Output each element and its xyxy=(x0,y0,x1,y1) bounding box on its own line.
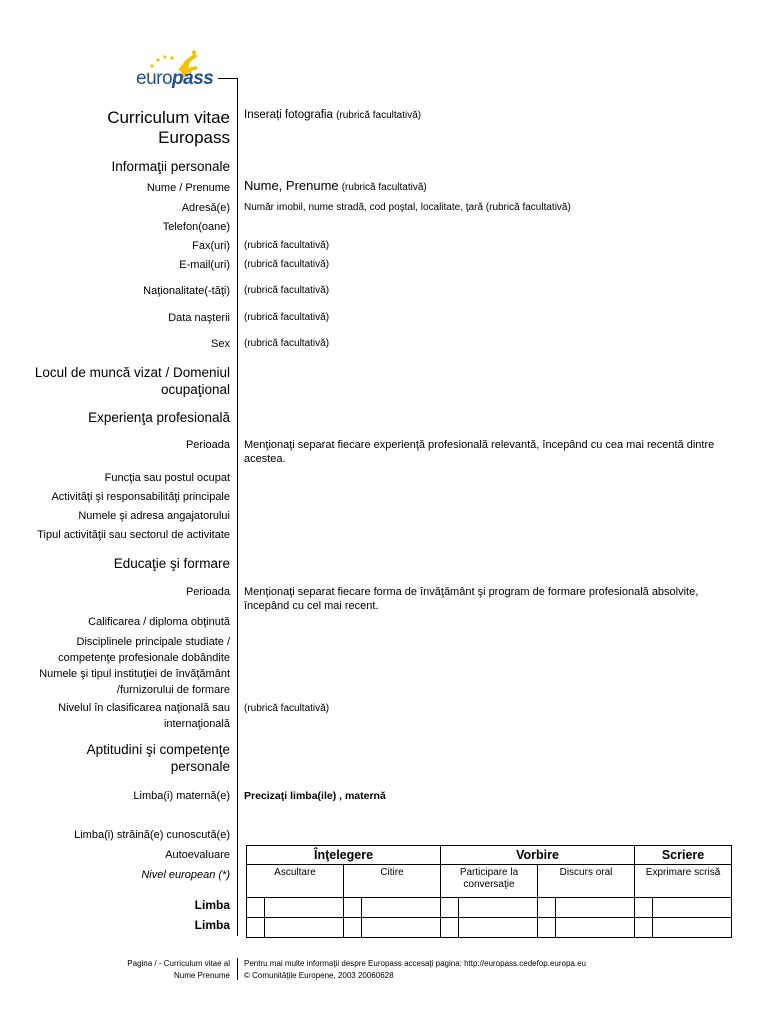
label-european-level: Nivel european (*) xyxy=(141,869,230,881)
footer-left-line2: Nume Prenume xyxy=(173,971,230,980)
section-personal-info: Informaţii personale xyxy=(111,159,230,174)
language-assessment-table xyxy=(246,845,732,938)
label-qualification: Calificarea / diploma obţinută xyxy=(88,616,230,628)
cv-title xyxy=(107,108,230,148)
experience-period-line1: Menţionaţi separat fiecare experienţă profesională relevantă, începând cu cea mai recentă dintre xyxy=(244,439,715,451)
value-email: (rubrică facultativă) xyxy=(244,259,330,270)
table-cell xyxy=(247,918,265,938)
table-row xyxy=(247,898,732,918)
classification-line2: internaţională xyxy=(163,718,230,730)
label-activity-sector: Tipul activităţii sau sectorul de activitate xyxy=(37,529,230,541)
label-nationality: Naţionalitate(-tăţi) xyxy=(143,285,230,297)
label-institution xyxy=(39,666,230,698)
photo-note xyxy=(244,108,421,123)
value-experience-period xyxy=(244,438,714,466)
table-cell xyxy=(362,898,441,918)
label-classification xyxy=(58,700,230,732)
table-cell xyxy=(653,898,732,918)
table-cell xyxy=(459,898,538,918)
label-disciplines xyxy=(58,634,230,666)
value-classification: (rubrică facultativă) xyxy=(244,703,330,714)
label-activities: Activităţi şi responsabilităţi principale xyxy=(51,491,230,503)
value-name-main: Nume, Prenume xyxy=(244,178,339,193)
value-birth-date: (rubrică facultativă) xyxy=(244,312,330,323)
table-row xyxy=(247,918,732,938)
sub-listening: Ascultare xyxy=(247,865,344,898)
table-cell xyxy=(247,898,265,918)
footer-left-line1: Pagina / - Curriculum vitae al xyxy=(127,959,230,968)
table-cell xyxy=(538,898,556,918)
label-language-row-2: Limba xyxy=(194,918,230,932)
table-cell xyxy=(344,898,362,918)
cv-title-line1: Curriculum vitae xyxy=(107,108,230,127)
classification-line1: Nivelul în clasificarea naţională sau xyxy=(58,702,230,714)
table-cell xyxy=(265,898,344,918)
label-job-title: Funcţia sau postul ocupat xyxy=(104,472,230,484)
disciplines-line1: Disciplinele principale studiate / xyxy=(76,636,230,648)
footer-right-line2: © Comunităţile Europene, 2003 20060628 xyxy=(244,971,394,980)
group-speaking: Vorbire xyxy=(441,846,635,865)
label-birth-date: Data naşterii xyxy=(168,312,230,324)
value-sex: (rubrică facultativă) xyxy=(244,338,330,349)
table-cell xyxy=(459,918,538,938)
table-group-header xyxy=(247,846,732,865)
value-address: Număr imobil, nume stradă, cod poştal, localitate, ţară (rubrică facultativă) xyxy=(244,202,571,213)
label-language-row-1: Limba xyxy=(194,898,230,912)
value-fax: (rubrică facultativă) xyxy=(244,240,330,251)
table-subheader xyxy=(247,865,732,898)
job-target-line1: Locul de muncă vizat / Domeniul xyxy=(34,365,230,380)
europass-logo xyxy=(134,50,226,94)
table-cell xyxy=(265,918,344,938)
table-cell xyxy=(635,918,653,938)
label-experience-period: Perioada xyxy=(185,439,230,451)
table-cell xyxy=(344,918,362,938)
education-period-line2: începând cu cel mai recent. xyxy=(244,600,379,612)
value-name-note: (rubrică facultativă) xyxy=(341,182,427,193)
photo-note-text: Inserați fotografia xyxy=(244,109,333,121)
section-education: Educaţie şi formare xyxy=(113,556,230,571)
table-cell xyxy=(635,898,653,918)
sub-interaction: Participare la conversaţie xyxy=(441,865,538,898)
label-name: Nume / Prenume xyxy=(146,182,230,194)
table-cell xyxy=(441,898,459,918)
table-cell xyxy=(538,918,556,938)
label-self-assessment: Autoevaluare xyxy=(165,849,230,861)
logo-text-pass: pass xyxy=(172,68,214,89)
footer-right xyxy=(244,958,586,982)
cv-title-line2: Europass xyxy=(158,128,230,147)
label-employer: Numele şi adresa angajatorului xyxy=(78,510,230,522)
logo-text-euro: euro xyxy=(136,68,173,89)
header-rule xyxy=(218,78,238,79)
label-education-period: Perioada xyxy=(185,586,230,598)
column-divider xyxy=(237,78,238,936)
value-name xyxy=(244,179,427,195)
label-address: Adresă(e) xyxy=(181,202,230,214)
table-cell xyxy=(362,918,441,938)
skills-line1: Aptitudini şi competenţe xyxy=(86,742,230,757)
table-cell xyxy=(556,918,635,938)
footer-right-line1: Pentru mai multe informaţii despre Europass accesaţi pagina: http://europass.cedefop.europa.eu xyxy=(244,959,586,968)
group-writing: Scriere xyxy=(635,846,732,865)
label-mother-tongue: Limba(i) maternă(e) xyxy=(133,790,230,802)
experience-period-line2: acestea. xyxy=(244,453,286,465)
table-cell xyxy=(556,898,635,918)
section-experience: Experienţa profesională xyxy=(88,410,230,425)
sub-reading: Citire xyxy=(344,865,441,898)
label-foreign-languages: Limba(i) străină(e) cunoscută(e) xyxy=(74,829,230,841)
institution-line1: Numele şi tipul instituţiei de învăţământ xyxy=(39,668,230,680)
institution-line2: /furnizorului de formare xyxy=(116,684,230,696)
photo-note-optional: (rubrică facultativă) xyxy=(336,110,422,121)
footer-left xyxy=(127,958,230,982)
section-job-target xyxy=(35,364,230,398)
footer-divider xyxy=(237,958,238,980)
value-nationality: (rubrică facultativă) xyxy=(244,285,330,296)
label-phone: Telefon(oane) xyxy=(162,221,230,233)
table-cell xyxy=(653,918,732,938)
value-education-period xyxy=(244,585,698,613)
disciplines-line2: competenţe profesionale dobândite xyxy=(58,652,230,664)
label-sex: Sex xyxy=(211,338,230,350)
sub-writing: Exprimare scrisă xyxy=(635,865,732,898)
job-target-line2: ocupaţional xyxy=(160,382,230,397)
label-fax: Fax(uri) xyxy=(192,240,230,252)
group-understanding: Înţelegere xyxy=(247,846,441,865)
table-cell xyxy=(441,918,459,938)
label-email: E-mail(uri) xyxy=(179,259,230,271)
section-skills xyxy=(87,741,230,775)
sub-production: Discurs oral xyxy=(538,865,635,898)
skills-line2: personale xyxy=(170,759,230,774)
education-period-line1: Menţionaţi separat fiecare forma de învăţământ şi program de formare profesională absolvite, xyxy=(244,586,699,598)
value-mother-tongue: Precizaţi limba(ile) , maternă xyxy=(244,790,386,802)
